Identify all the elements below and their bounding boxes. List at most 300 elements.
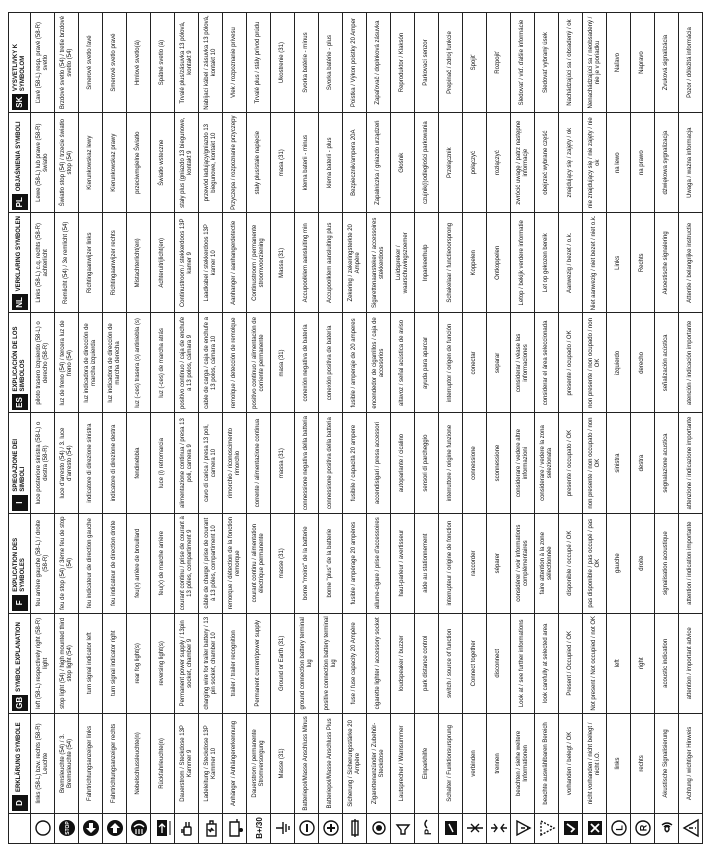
table-cell: Ukostrenie (31) xyxy=(271,13,295,113)
horn-icon xyxy=(391,814,415,844)
table-cell: Einparkhilfe xyxy=(415,713,439,813)
table-cell: Richtingaanwijzer rechts xyxy=(103,213,127,313)
table-cell: courant continu / prise de courant à 13 pôles, compartiment 9 xyxy=(175,513,199,613)
table-row xyxy=(511,13,535,844)
table-cell: piloto trasero izquierdo (58-L) o derecho (58-R) xyxy=(31,313,55,413)
table-cell: Prepínač / zdroj funkcie xyxy=(439,13,463,113)
svg-text:B+/30: B+/30 xyxy=(254,817,264,840)
table-row xyxy=(343,13,367,844)
table-cell: câble de charge / prise de courant à 13 pôles, compartiment 10 xyxy=(199,513,223,613)
table-cell: feu(x) arrière de brouillard xyxy=(127,513,151,613)
table-cell: links xyxy=(607,713,631,813)
table-cell: Sicherung / Sicherungsstärke 20 Ampère xyxy=(343,713,367,813)
warning-icon xyxy=(679,814,703,844)
table-cell: stały plus/stałe napięcie xyxy=(247,113,271,213)
table-cell: droite xyxy=(631,513,655,613)
table-cell: positive connection battery terminal lug xyxy=(319,613,343,713)
table-row xyxy=(415,13,439,844)
flag-gb: GB xyxy=(12,695,28,711)
table-cell: non presente / non ocupado / non OK xyxy=(583,313,607,413)
park-icon xyxy=(415,814,439,844)
table-cell: Present / Occupied / OK xyxy=(559,613,583,713)
table-cell: sensori di parcheggio xyxy=(415,413,439,513)
table-cell: luz indicadora de dirección de marcha derecha xyxy=(103,313,127,413)
table-cell: masa (31) xyxy=(271,113,295,213)
lang-header-pl xyxy=(9,113,31,213)
table-cell: connessione positiva della batteria xyxy=(319,413,343,513)
table-row xyxy=(271,13,295,844)
table-cell: trailer / trailer recognition xyxy=(223,613,247,713)
table-row xyxy=(199,13,223,844)
table-cell: gauche xyxy=(607,513,631,613)
table-cell: remolque / detección de remolque xyxy=(223,313,247,413)
table-cell: raccorder xyxy=(463,513,487,613)
table-cell: Nabíjací kábel / zásuvka 13 pólová, kontakt 10 xyxy=(199,13,223,113)
switch-icon xyxy=(439,814,463,844)
table-cell: rear fog light(s) xyxy=(127,613,151,713)
table-cell: Massa (31) xyxy=(271,213,295,313)
table-cell: conexión positiva de batería xyxy=(319,313,343,413)
table-cell: haut-parleur / avertisseur xyxy=(391,513,415,613)
table-cell: conexión negativa de batería xyxy=(295,313,319,413)
table-cell: attenzione / indicazione importante xyxy=(679,413,703,513)
table-cell: Let op gekozen bereik xyxy=(535,213,559,313)
minus-icon xyxy=(295,814,319,844)
table-cell: Ontkoppelen xyxy=(487,213,511,313)
lang-header-de xyxy=(9,713,31,813)
table-cell: considérer / voir informations complémentaires xyxy=(511,513,535,613)
lang-header-nl xyxy=(9,213,31,313)
table-cell: derecho xyxy=(631,313,655,413)
table-cell: indicatore di direzione destra xyxy=(103,413,127,513)
table-cell: signalisation acoustique xyxy=(655,513,679,613)
table-cell: Kierunkowskaz prawy xyxy=(103,113,127,213)
table-cell: nie znajdujący się / nie zajęty / nie ok xyxy=(583,113,607,213)
table-cell: connessione negativa della batteria xyxy=(295,413,319,513)
table-cell: Głośnik xyxy=(391,113,415,213)
table-cell: stały plus (gniazdo 13 biegunowe, kontakt 9 xyxy=(175,113,199,213)
table-cell: Richtingaanwijzer links xyxy=(79,213,103,313)
table-cell: borne "plus" de la batterie xyxy=(319,513,343,613)
table-cell: Rechts xyxy=(631,213,655,313)
table-cell: presente / ocupado / OK xyxy=(559,313,583,413)
table-cell: Zvuková signalizácia xyxy=(655,13,679,113)
lang-header-fr xyxy=(9,513,31,613)
table-cell: attention / indication importante xyxy=(679,513,703,613)
table-cell: dźwiękowa sygnalizacja xyxy=(655,113,679,213)
arrow-right-icon xyxy=(103,814,127,844)
arrow-left-icon xyxy=(79,814,103,844)
table-cell: Sledovať / viď. ďalšie informácie xyxy=(511,13,535,113)
symbol-header-cell xyxy=(9,814,31,844)
table-cell: park distance control xyxy=(415,613,439,713)
table-row xyxy=(175,13,199,844)
table-cell: feu arrière gauche (58-L) / droite (58-R) xyxy=(31,513,55,613)
table-cell: Przyczepa / rozpoznanie przyczepy xyxy=(223,113,247,213)
table-cell: przeciwmgielne Światło xyxy=(127,113,151,213)
table-row xyxy=(391,13,415,844)
table-cell: Inparkeerhulp xyxy=(415,213,439,313)
table-cell: Dauerstrom / Steckdose 13P Kammer 9 xyxy=(175,713,199,813)
table-cell: Brzdové svetlo (54) / tretie brzdové svetlo (54) xyxy=(55,13,79,113)
table-cell: interrupteur / origine de fonction xyxy=(439,513,463,613)
table-cell: links (58-L) bzw. rechts (58-R) Leuchte xyxy=(31,713,55,813)
table-cell: pas disponible / pas occupé / pas OK xyxy=(583,513,607,613)
table-cell: switch / source of function xyxy=(439,613,463,713)
table-cell: Trvalé plus/zásuvka 13 pólová, kontakt 9 xyxy=(175,13,199,113)
table-cell: Sigarettenaansteker / accessoires stekkerdoos xyxy=(367,213,391,313)
table-cell: beachten / siehe weitere Informationen xyxy=(511,713,535,813)
table-cell: fendinebbia xyxy=(127,413,151,513)
table-cell: obejrzeć wybrane część xyxy=(535,113,559,213)
table-cell: separar xyxy=(487,313,511,413)
table-cell: Pozor / dôležitá informácia xyxy=(679,13,703,113)
table-row xyxy=(103,13,127,844)
table-cell: Look at / see further informations xyxy=(511,613,535,713)
table-cell: considerare / vedere altre informazioni xyxy=(511,413,535,513)
table-cell: feu de stop (54) / 3ème feu de stop (54) xyxy=(55,513,79,613)
disconnect-icon xyxy=(487,814,511,844)
table-cell: señalización acústica xyxy=(655,313,679,413)
table-cell: attention / important advice xyxy=(679,613,703,713)
table-cell: klema baterii - plus xyxy=(319,113,343,213)
table-row xyxy=(559,13,583,844)
fuse-icon xyxy=(343,814,367,844)
table-cell: Napravo xyxy=(631,13,655,113)
table-cell: Ladeleitung / Steckdose 13P Kammer 10 xyxy=(199,713,223,813)
svg-text:P: P xyxy=(422,829,433,836)
table-cell: cable de carga / caja de enchufe a 13 polos, cámara 10 xyxy=(199,313,223,413)
table-row xyxy=(463,13,487,844)
stop-icon xyxy=(55,814,79,844)
table-cell: corrente / alimentazione continua xyxy=(247,413,271,513)
table-cell: Continustroom / permanente stroomvoorziening xyxy=(247,213,271,313)
table-cell: allume-cigare / prise d'accessoires xyxy=(367,513,391,613)
table-cell: przewód ładujący/gniazdo 13 biegunowe, kontakt 10 xyxy=(199,113,223,213)
fog-icon xyxy=(127,814,151,844)
table-cell: na lewo xyxy=(607,113,631,213)
trailer-icon xyxy=(223,814,247,844)
table-cell: Zigarettenanzünder / Zubehör-Steckdose xyxy=(367,713,391,813)
table-cell: Kierunkowskaz lewy xyxy=(79,113,103,213)
table-cell: accendisigari / presa accessori xyxy=(367,413,391,513)
flag-es: ES xyxy=(12,395,28,411)
bplus30-icon xyxy=(247,814,271,844)
lang-header-it xyxy=(9,413,31,513)
table-cell: Batteriepol/Masse Anschluss Minus xyxy=(295,713,319,813)
table-cell: Remlicht (54) / 3e remlicht (54) xyxy=(55,213,79,313)
table-cell: rechts xyxy=(631,713,655,813)
plus-icon xyxy=(319,814,343,844)
table-cell: segnalazione acustica xyxy=(655,413,679,513)
table-row xyxy=(319,13,343,844)
table-cell: fusible / amperaje de 20 amperes xyxy=(343,313,367,413)
table-cell: izquierdo xyxy=(607,313,631,413)
table-cell: feu(x) de marche arrière xyxy=(151,513,175,613)
table-cell: Naľavo xyxy=(607,13,631,113)
table-cell: Lautsprecher / Warnsummer xyxy=(391,713,415,813)
lookarea-icon xyxy=(535,814,559,844)
acoustic-icon xyxy=(655,814,679,844)
table-cell: autoparlante / cicalino xyxy=(391,413,415,513)
reverse-icon xyxy=(151,814,175,844)
table-cell: luce d'arresto (54) / 3. luce d'arresto (54) xyxy=(55,413,79,513)
table-cell: destra xyxy=(631,413,655,513)
table-cell: Koppelen xyxy=(463,213,487,313)
table-cell: Links xyxy=(607,213,631,313)
table-cell: Nebelschlussleuchte(n) xyxy=(127,713,151,813)
table-cell: aide au stationnement xyxy=(415,513,439,613)
table-cell: Bezpiecznik/ampera 20A xyxy=(343,113,367,213)
table-cell: conectar xyxy=(463,313,487,413)
table-cell: indicatore di direzione sinistra xyxy=(79,413,103,513)
charge-icon xyxy=(199,814,223,844)
table-cell: alimentazione continua / presa 13 poli, camera 9 xyxy=(175,413,199,513)
table-cell: masa (31) xyxy=(271,313,295,413)
table-cell: Luidspreker / waarschuwingszoemer xyxy=(391,213,415,313)
table-cell: remorque / détection de la fonction remorque xyxy=(223,513,247,613)
table-cell: Światło wsteczne xyxy=(151,113,175,213)
table-row xyxy=(655,13,679,844)
table-cell: ground connection battery terminal lug xyxy=(295,613,319,713)
table-cell: charging wire for trailer battery / 13 pin socket, chamber 10 xyxy=(199,613,223,713)
table-cell: luz de freno (54) / tercera luz de freno (54) xyxy=(55,313,79,413)
table-row xyxy=(151,13,175,844)
symbol-table xyxy=(8,12,703,844)
table-cell: Aanhanger / aanhangerdetectie xyxy=(223,213,247,313)
connect-icon xyxy=(463,814,487,844)
table-row xyxy=(367,13,391,844)
table-cell: Vlek / rozpoznanie prívesu xyxy=(223,13,247,113)
table-cell: acoustic indication xyxy=(655,613,679,713)
table-row xyxy=(631,13,655,844)
table-cell: séparer xyxy=(487,513,511,613)
table-cell: look carefully at selected area xyxy=(535,613,559,713)
table-cell: Sledovať vybraný úsek xyxy=(535,13,559,113)
svg-text:L: L xyxy=(614,825,624,832)
table-cell: connessione xyxy=(463,413,487,513)
table-cell: Poistka / Výkon poistky 20 Amper xyxy=(343,13,367,113)
table-cell: Mistachterlicht(en) xyxy=(127,213,151,313)
lang-header-gb xyxy=(9,613,31,713)
table-cell: masse (31) xyxy=(271,513,295,613)
table-cell: ayuda para aparcar xyxy=(415,313,439,413)
check-icon xyxy=(559,814,583,844)
plug-icon xyxy=(175,814,199,844)
table-cell: Spojiť xyxy=(463,13,487,113)
flag-pl: PL xyxy=(12,194,28,210)
table-cell: znajdujący się / zajęty / ok xyxy=(559,113,583,213)
table-cell: Smerové svetlo pravé xyxy=(103,13,127,113)
table-row xyxy=(487,13,511,844)
table-cell: luce posteriore sinistra (58-L) o destra (58-R) xyxy=(31,413,55,513)
table-cell: Lewe (58-L) lub prawe (58-R) światło xyxy=(31,113,55,213)
lang-title-nl: VERKLARING SYMBOLEN xyxy=(16,216,22,292)
table-cell: disconnect xyxy=(487,613,511,713)
table-cell: luce (i) retromarcia xyxy=(151,413,175,513)
table-cell: Laadkabel / stekkerdoos 13P kamer 10 xyxy=(199,213,223,313)
table-cell: Attentie / belangrijke instructie xyxy=(679,213,703,313)
table-cell: fusibile / capacità 20 ampere xyxy=(343,413,367,513)
table-cell: Permanent power supply / 13pin socket, chamber 9 xyxy=(175,613,199,713)
table-cell: Rozpojiť xyxy=(487,13,511,113)
table-cell: luz (-ces) de marcha atrás xyxy=(151,313,175,413)
table-cell: beachte auswählbaren Bereich xyxy=(535,713,559,813)
table-cell: zwrócić uwagę / patrz następne informacje xyxy=(511,113,535,213)
table-row xyxy=(583,13,607,844)
table-row xyxy=(127,13,151,844)
table-cell: Masse (31) xyxy=(271,713,295,813)
cross-icon xyxy=(583,814,607,844)
table-row xyxy=(295,13,319,844)
table-row xyxy=(223,13,247,844)
table-cell: Accupoolklem aansluiting min xyxy=(295,213,319,313)
ground-icon xyxy=(271,814,295,844)
lang-title-gb: SYMBOL EXPLANATION xyxy=(16,622,22,692)
r-icon xyxy=(631,814,655,844)
table-cell: atención / indicación importante xyxy=(679,313,703,413)
table-cell: Uwaga / ważna informacja xyxy=(679,113,703,213)
table-cell: Bremsleuchte (54) / 3. Bremsleuchte (54) xyxy=(55,713,79,813)
table-cell: right xyxy=(631,613,655,713)
table-cell: Hmlové svetlo(á) xyxy=(127,13,151,113)
table-cell: Svorka batérie - mínus xyxy=(295,13,319,113)
table-cell: feu indicateur de direction gauche xyxy=(79,513,103,613)
table-cell: non presente / non occupato / non OK xyxy=(583,413,607,513)
table-cell: considerar / véase las informaciones xyxy=(511,313,535,413)
table-cell: Trvalé plus / stály prívod prúdu xyxy=(247,13,271,113)
table-cell: na prawo xyxy=(631,113,655,213)
table-cell: Akoestische signalering xyxy=(655,213,679,313)
lookat-icon xyxy=(511,814,535,844)
table-cell: fusible / ampérage 20 ampères xyxy=(343,513,367,613)
table-cell: rimorchio / riconoscimento rimorchio xyxy=(223,413,247,513)
table-row xyxy=(679,13,703,844)
header-row xyxy=(9,13,31,844)
flag-it: I xyxy=(12,495,28,511)
table-cell: luz (-ces) trasera (s) antiniebla (s) xyxy=(127,313,151,413)
table-cell: Schakelaar / functieoorsprong xyxy=(439,213,463,313)
table-cell: verbinden xyxy=(463,713,487,813)
table-cell: turn signal indicator left xyxy=(79,613,103,713)
table-cell: disponible / occupé / OK xyxy=(559,513,583,613)
table-cell: trennen xyxy=(487,713,511,813)
table-row xyxy=(535,13,559,844)
table-cell: positivo continuo / caja de enchufe a 13 polos, cámara 9 xyxy=(175,313,199,413)
table-cell: encendedor de cigarrillos / caja de accesorios xyxy=(367,313,391,413)
table-cell: Fahrtrichtungsanzeiger links xyxy=(79,713,103,813)
table-cell: luz indicadora de dirección de marcha izquierda xyxy=(79,313,103,413)
table-cell: Accupoolklem aansluiting plus xyxy=(319,213,343,313)
table-cell: Svorka batérie - plus xyxy=(319,13,343,113)
table-cell: Batteriepol/Masse Anschluss Plus xyxy=(319,713,343,813)
table-cell: Continustroom / stekkerdoos 13P kamer 9 xyxy=(175,213,199,313)
table-row xyxy=(31,13,55,844)
flag-nl: NL xyxy=(12,294,28,310)
table-cell: Smerové svetlo ľavé xyxy=(79,13,103,113)
table-row xyxy=(55,13,79,844)
table-cell: interruptor / origen de función xyxy=(439,313,463,413)
table-cell: Dauerstrom / permanente Stromversorgung xyxy=(247,713,271,813)
table-cell: nicht vorhanden / nicht belegt / nicht i.O. xyxy=(583,713,607,813)
lang-title-it: SPIEGAZIONE DEI SIMBOLI xyxy=(12,438,26,492)
table-cell: borne "moins" de la batterie xyxy=(295,513,319,613)
table-cell: fuse / fuse capacity 20 Ampère xyxy=(343,613,367,713)
svg-text:R: R xyxy=(638,825,648,832)
table-cell: interruttore / origine funzione xyxy=(439,413,463,513)
table-cell: left (58-L) respectively right (58-R) light xyxy=(31,613,55,713)
table-cell: Przełącznik xyxy=(439,113,463,213)
table-cell: Reproduktor / Klaksón xyxy=(391,13,415,113)
table-cell: Achtung / wichtiger Hinweis xyxy=(679,713,703,813)
table-row xyxy=(79,13,103,844)
lang-title-es: EXPLICACIÓN DE LOS SIMBOLOS xyxy=(12,326,26,392)
table-cell: positivo continuo / alimentación de corriente permanente xyxy=(247,313,271,413)
table-cell: Anhänger / Anhängererkennung xyxy=(223,713,247,813)
table-row xyxy=(247,13,271,844)
table-cell: Zapaľovač / doplnková zásuvka xyxy=(367,13,391,113)
table-cell: Zekering / zekeringsterkte 20 Ampère xyxy=(343,213,367,313)
table-cell: cigarette lighter / accessory socket xyxy=(367,613,391,713)
svg-text:STOP: STOP xyxy=(64,821,71,836)
table-cell: massa (31) xyxy=(271,413,295,513)
table-cell: Ground or Earth (31) xyxy=(271,613,295,713)
table-cell: Achteruitrijlicht(en) xyxy=(151,213,175,313)
lang-header-es xyxy=(9,313,31,413)
table-cell: Spätné svetlo (á) xyxy=(151,13,175,113)
table-cell: Nachádzajúci sa / obsadený / ok xyxy=(559,13,583,113)
blank-icon xyxy=(31,814,55,844)
table-cell: Akustische Signalisierung xyxy=(655,713,679,813)
table-cell: considerar el área seleccionada xyxy=(535,313,559,413)
flag-fr: F xyxy=(12,595,28,611)
lang-title-fr: EXPLICATION DES SYMBOLES xyxy=(12,537,26,592)
l-icon xyxy=(607,814,631,844)
lang-title-pl: OBJAŚNIENIA SYMBOLI xyxy=(16,121,22,192)
table-cell: Not present / Not occupied / not OK xyxy=(583,613,607,713)
table-cell: Nenachádzajúci sa / neobsadený / nie je v poriadku xyxy=(583,13,607,113)
table-cell: courant continu / alimentation électrique permanente xyxy=(247,513,271,613)
lang-title-de: ERKLÄRUNG SYMBOLE xyxy=(16,722,22,792)
table-cell: faire attention à la zone sélectionnée xyxy=(535,513,559,613)
table-cell: left xyxy=(607,613,631,713)
table-cell: cavo di carica / presa 13 poli, camera 10 xyxy=(199,413,223,513)
lang-title-sk: VYSVETLIVKY K SYMBOLOM xyxy=(12,43,26,92)
table-cell: loudspeaker / buzzer xyxy=(391,613,415,713)
table-cell: feu indicateur de direction droite xyxy=(103,513,127,613)
table-cell: turn signal indicator right xyxy=(103,613,127,713)
table-cell: sinistra xyxy=(607,413,631,513)
table-cell: Permanent current/power supply xyxy=(247,613,271,713)
flag-sk: SK xyxy=(12,94,28,110)
table-cell: Connect together xyxy=(463,613,487,713)
table-cell: czujnik(i)odległości parkowania xyxy=(415,113,439,213)
table-cell: sconnessione xyxy=(487,413,511,513)
table-cell: Fahrtrichtungsanzeiger rechts xyxy=(103,713,127,813)
table-cell: Światło stop (54) / trzecie światło stop (54) xyxy=(55,113,79,213)
table-cell: klema baterii - minus xyxy=(295,113,319,213)
table-cell: presente / occupato / OK xyxy=(559,413,583,513)
table-cell: rozłączyć xyxy=(487,113,511,213)
table-cell: Letop / bekijk verdere informatie xyxy=(511,213,535,313)
table-cell: stop light (54) / high mounted third stop light (54) xyxy=(55,613,79,713)
table-cell: Parkovací senzor xyxy=(415,13,439,113)
table-row xyxy=(607,13,631,844)
table-cell: Zapalniczka / gniazdo urządzeń xyxy=(367,113,391,213)
table-cell: reversing light(s) xyxy=(151,613,175,713)
table-cell: połączyć xyxy=(463,113,487,213)
table-cell: vorhanden / belegt / OK xyxy=(559,713,583,813)
